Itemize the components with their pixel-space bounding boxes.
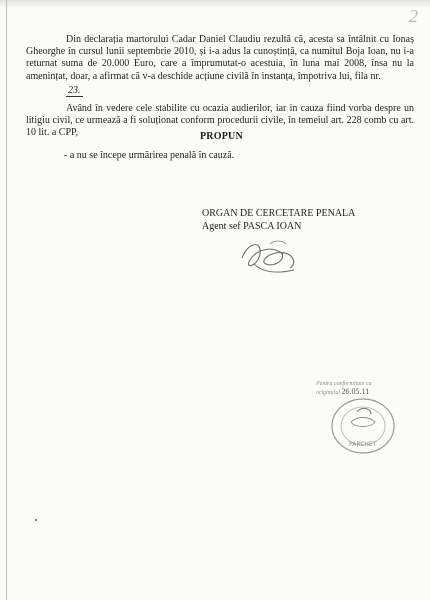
fila-number	[26, 85, 83, 97]
section-heading: PROPUN	[200, 131, 243, 142]
document-body	[26, 34, 414, 140]
agent-name: Agent sef PASCA IOAN	[202, 220, 302, 232]
organ-title: ORGAN DE CERCETARE PENALA	[202, 208, 356, 219]
paragraph-1-text: Din declarația martorului Cadar Daniel Claudiu rezultă că, acesta sa întâlnit cu Ionaș Gheorghe în cursul lunii septembrie 2010, și i-a adus la cunoștință, ca numitul Boja Ioan, nu i-a returnat suma de 20.000 Euro, care a împrumutat-o acestuia, în luna mai 2008, însa nu la amenințat, doar, a afirmat că v-a deschide acțiune civilă în instanța, împotriva lui, fila nr.	[26, 34, 414, 82]
paragraph-witness-statement	[26, 34, 414, 97]
scan-edge	[0, 0, 430, 8]
paragraph-legal-basis: Având în vedere cele stabilite cu ocazia audierilor, iar in cauza fiind vorba despre un litigiu civil, ce urmează a fi soluționat conform procedurii civile, în temeiul art. 228 comb cu art. 10 lit. a CPP,	[26, 103, 414, 139]
proposal-text: - a nu se începe urmărirea penală în cauză.	[64, 150, 235, 161]
stamp-line-2-text: originalul	[316, 390, 341, 396]
page-number-mark: 2	[409, 6, 418, 26]
official-round-stamp	[327, 394, 399, 458]
stamp-line-1: Pentru conformitate cu	[316, 381, 372, 387]
signature-block	[202, 208, 355, 233]
binding-margin-line	[6, 0, 7, 600]
scan-dot	[35, 519, 37, 521]
stamp-date: 26.05.11	[341, 387, 370, 396]
fila-number-value: 23.	[68, 84, 81, 96]
stamp-caption: PARCHET	[349, 441, 377, 448]
handwritten-signature	[236, 234, 306, 280]
